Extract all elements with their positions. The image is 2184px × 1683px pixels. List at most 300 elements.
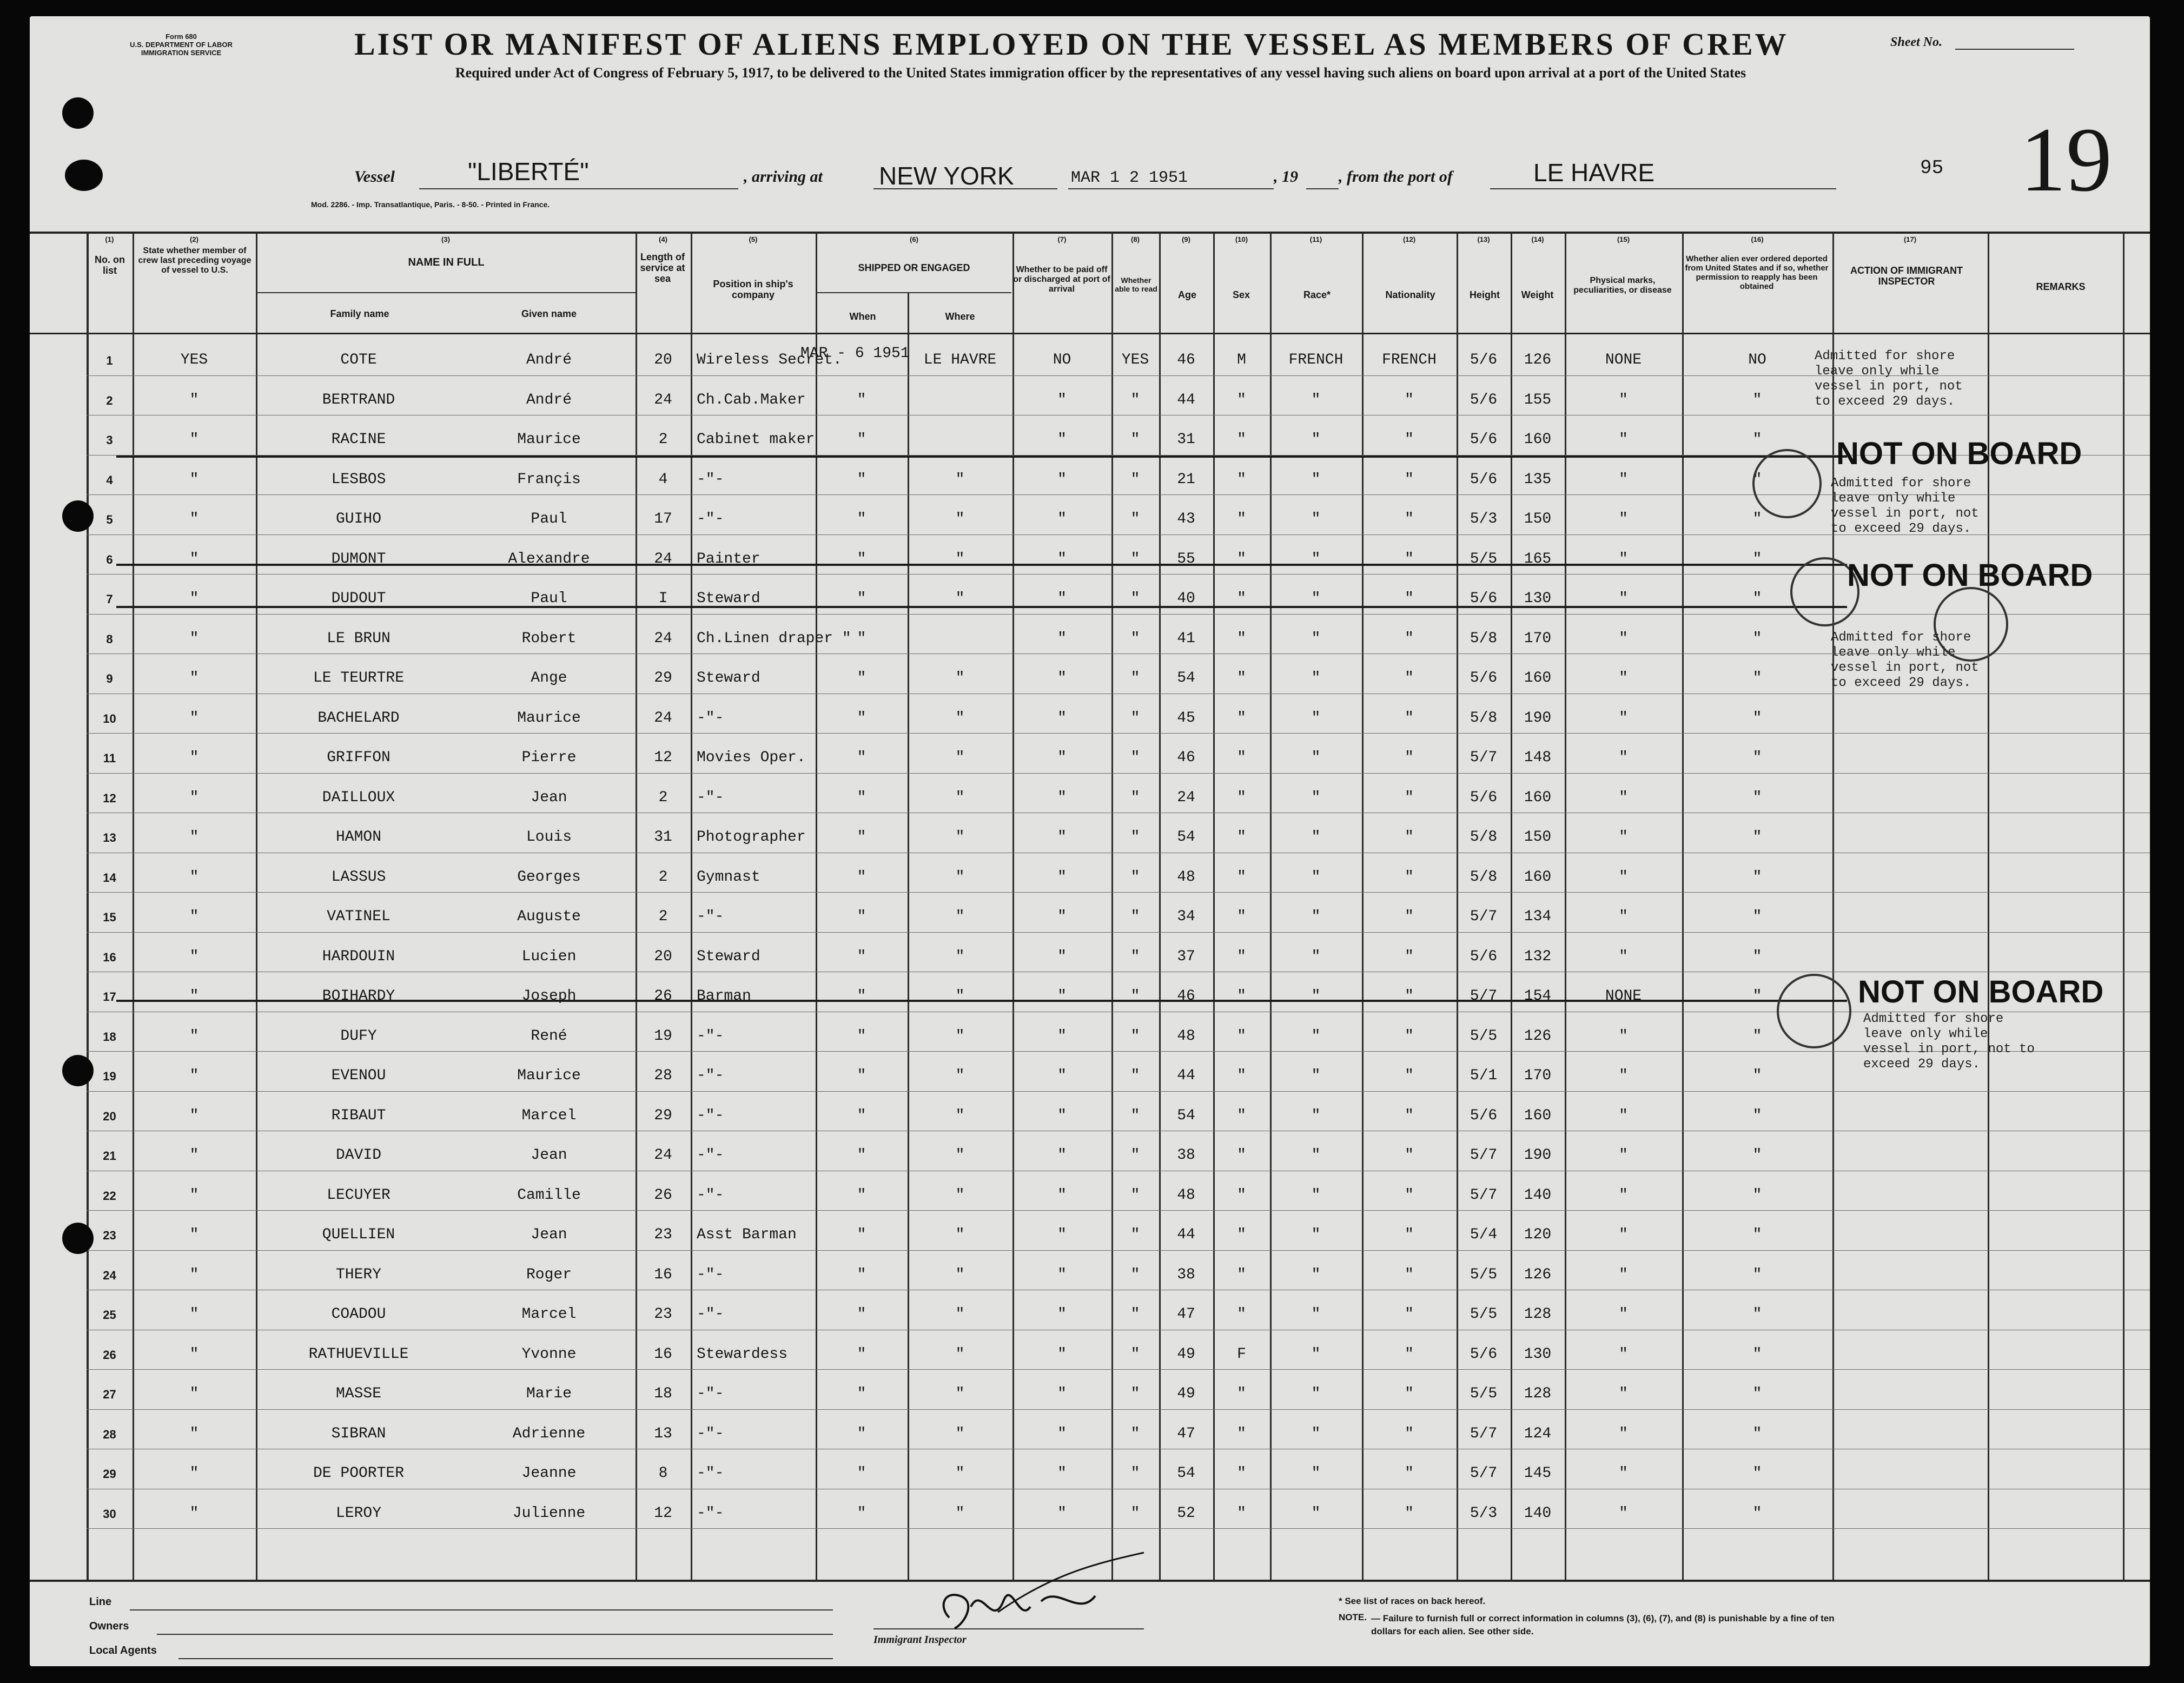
- cell-when: ": [857, 670, 866, 687]
- cell-age: 55: [1177, 550, 1195, 567]
- cell-weight: 190: [1524, 1147, 1552, 1164]
- cell-position: Ch.Cab.Maker: [697, 391, 806, 408]
- cell-age: 54: [1177, 670, 1195, 687]
- binder-hole: [62, 500, 94, 532]
- cell-when: ": [857, 1465, 866, 1482]
- cell-paid: ": [1057, 1345, 1067, 1363]
- cell-read: ": [1130, 1385, 1140, 1402]
- cell-service: 18: [654, 1385, 672, 1402]
- cell-position: -"-: [697, 1306, 724, 1323]
- cell-position: -"-: [697, 1465, 724, 1482]
- cell-service: 29: [654, 670, 672, 687]
- footnote-races: * See list of races on back hereof.: [1339, 1596, 1486, 1606]
- cell-given: Ange: [531, 670, 567, 687]
- cell-marks: ": [1619, 471, 1628, 488]
- cell-where: ": [955, 1027, 965, 1045]
- cell-marks: ": [1619, 1266, 1628, 1283]
- cell-no: 17: [103, 990, 116, 1004]
- cell-no: 4: [106, 473, 113, 487]
- cell-service: 24: [654, 391, 672, 408]
- column-number: (13): [1477, 235, 1490, 243]
- cell-sex: ": [1237, 749, 1246, 766]
- cell-given: Roger: [526, 1266, 572, 1283]
- col-header-service: Length of service at sea: [640, 252, 685, 284]
- cell-given: Jeanne: [521, 1465, 577, 1482]
- cell-given: Marie: [526, 1385, 572, 1402]
- cell-race: ": [1311, 749, 1321, 766]
- footer-owners-label: Owners: [89, 1620, 129, 1632]
- cell-height: 5/1: [1470, 1067, 1498, 1084]
- cell-weight: 120: [1524, 1226, 1552, 1243]
- cell-prev: ": [189, 908, 199, 925]
- cell-paid: ": [1057, 868, 1067, 886]
- cell-marks: ": [1619, 948, 1628, 965]
- cell-race: ": [1311, 829, 1321, 846]
- binder-hole: [65, 160, 103, 191]
- cell-deported: ": [1752, 1027, 1762, 1045]
- cell-when: ": [857, 868, 866, 886]
- cell-no: 2: [106, 393, 113, 407]
- cell-deported: ": [1752, 391, 1762, 408]
- cell-position: Steward: [697, 590, 760, 607]
- cell-read: ": [1130, 868, 1140, 886]
- column-number: (4): [659, 235, 667, 243]
- cell-family: DAVID: [335, 1147, 381, 1164]
- cell-weight: 170: [1524, 1067, 1552, 1084]
- cell-nat: ": [1405, 988, 1414, 1005]
- cell-race: ": [1311, 1226, 1321, 1243]
- cell-height: 5/3: [1470, 1504, 1498, 1522]
- cell-read: ": [1130, 471, 1140, 488]
- cell-paid: ": [1057, 1266, 1067, 1283]
- footer-owners-field: [157, 1634, 833, 1635]
- cell-given: Maurice: [517, 709, 581, 727]
- cell-sex: ": [1237, 1306, 1246, 1323]
- cell-service: 24: [654, 1147, 672, 1164]
- cell-when: ": [857, 1504, 866, 1522]
- cell-sex: ": [1237, 1147, 1246, 1164]
- cell-deported: ": [1752, 908, 1762, 925]
- cell-height: 5/6: [1470, 471, 1498, 488]
- cell-race: ": [1311, 1186, 1321, 1204]
- cell-deported: ": [1752, 550, 1762, 567]
- cell-sex: ": [1237, 630, 1246, 647]
- cell-weight: 130: [1524, 1345, 1552, 1363]
- cell-weight: 126: [1524, 352, 1552, 368]
- cell-read: ": [1130, 1226, 1140, 1243]
- cell-age: 47: [1177, 1306, 1195, 1323]
- cell-prev: ": [189, 1465, 199, 1482]
- cell-given: Jean: [531, 1147, 567, 1164]
- cell-height: 5/6: [1470, 391, 1498, 408]
- cell-race: ": [1311, 1306, 1321, 1323]
- cell-nat: ": [1405, 868, 1414, 886]
- cell-no: 3: [106, 433, 113, 447]
- cell-given: André: [526, 391, 572, 408]
- cell-weight: 132: [1524, 948, 1552, 965]
- sheet-no-label: Sheet No.: [1890, 35, 1942, 49]
- cell-read: ": [1130, 1027, 1140, 1045]
- from-underline: [1490, 188, 1836, 189]
- cell-given: Auguste: [517, 908, 581, 925]
- manifest-sheet: [30, 16, 2150, 1666]
- cell-weight: 155: [1524, 391, 1552, 408]
- cell-no: 27: [103, 1388, 116, 1401]
- cell-height: 5/8: [1470, 868, 1498, 886]
- cell-prev: ": [189, 391, 199, 408]
- cell-age: 43: [1177, 511, 1195, 527]
- column-number: (9): [1182, 235, 1190, 243]
- cell-sex: ": [1237, 1266, 1246, 1283]
- cell-family: RATHUEVILLE: [308, 1345, 409, 1363]
- cell-position: -"-: [697, 1147, 724, 1164]
- strike-line-row-17: [116, 1000, 1847, 1002]
- cell-prev: ": [189, 1266, 199, 1283]
- column-number: (1): [105, 235, 114, 243]
- cell-deported: ": [1752, 1266, 1762, 1283]
- cell-service: 23: [654, 1306, 672, 1323]
- cell-given: Jean: [531, 1226, 567, 1243]
- cell-when: ": [857, 1385, 866, 1402]
- cell-race: ": [1311, 511, 1321, 527]
- cell-deported: ": [1752, 789, 1762, 806]
- cell-read: ": [1130, 1186, 1140, 1204]
- immigration-seal-1: [1752, 449, 1822, 518]
- cell-race: ": [1311, 789, 1321, 806]
- cell-height: 5/8: [1470, 829, 1498, 846]
- cell-where: ": [955, 1266, 965, 1283]
- cell-weight: 140: [1524, 1186, 1552, 1204]
- cell-read: YES: [1121, 352, 1149, 368]
- cell-marks: ": [1619, 391, 1628, 408]
- cell-nat: ": [1405, 1425, 1414, 1442]
- cell-marks: ": [1619, 590, 1628, 607]
- cell-paid: ": [1057, 1027, 1067, 1045]
- cell-race: ": [1311, 431, 1321, 448]
- cell-nat: ": [1405, 709, 1414, 727]
- cell-family: DE POORTER: [313, 1465, 405, 1482]
- cell-prev: ": [189, 670, 199, 687]
- cell-no: 6: [106, 552, 113, 566]
- cell-position: Painter: [697, 550, 760, 567]
- cell-prev: ": [189, 789, 199, 806]
- column-number: (15): [1617, 235, 1630, 243]
- cell-marks: ": [1619, 709, 1628, 727]
- cell-age: 48: [1177, 868, 1195, 886]
- cell-where: ": [955, 1306, 965, 1323]
- cell-deported: ": [1752, 1107, 1762, 1124]
- header-bottom-rule: [30, 333, 2150, 334]
- cell-where: ": [955, 1226, 965, 1243]
- not-on-board-stamp-2: NOT ON BOARD: [1847, 558, 2093, 593]
- cell-no: 14: [103, 870, 116, 885]
- cell-deported: ": [1752, 431, 1762, 448]
- cell-given: Jean: [531, 789, 567, 806]
- table-row-rule: [87, 1210, 2150, 1211]
- cell-position: Asst Barman: [697, 1226, 797, 1243]
- cell-nat: ": [1405, 630, 1414, 647]
- cell-sex: ": [1237, 670, 1246, 687]
- cell-race: ": [1311, 1147, 1321, 1164]
- cell-sex: ": [1237, 908, 1246, 925]
- cell-no: 9: [106, 672, 113, 685]
- cell-when: ": [857, 511, 866, 527]
- cell-nat: ": [1405, 908, 1414, 925]
- cell-marks: ": [1619, 550, 1628, 567]
- cell-prev: ": [189, 550, 199, 567]
- cell-weight: 150: [1524, 511, 1552, 527]
- cell-height: 5/6: [1470, 431, 1498, 448]
- cell-weight: 126: [1524, 1266, 1552, 1283]
- form-id-block: [127, 32, 235, 57]
- cell-height: 5/6: [1470, 590, 1498, 607]
- cell-sex: ": [1237, 1385, 1246, 1402]
- cell-service: 16: [654, 1345, 672, 1363]
- cell-family: LECUYER: [327, 1186, 391, 1204]
- cell-family: BERTRAND: [322, 391, 395, 408]
- cell-height: 5/7: [1470, 988, 1498, 1005]
- cell-weight: 165: [1524, 550, 1552, 567]
- cell-deported: NO: [1748, 352, 1766, 368]
- cell-when: ": [857, 749, 866, 766]
- cell-where: ": [955, 511, 965, 527]
- cell-height: 5/5: [1470, 1306, 1498, 1323]
- year-label: , 19: [1274, 168, 1298, 186]
- cell-marks: NONE: [1605, 352, 1642, 368]
- cell-sex: M: [1237, 352, 1246, 368]
- col-header-family: Family name: [330, 308, 389, 319]
- cell-race: FRENCH: [1288, 352, 1344, 368]
- cell-position: Ch.Linen draper ": [697, 630, 851, 647]
- cell-age: 54: [1177, 1465, 1195, 1482]
- cell-service: 2: [658, 431, 668, 448]
- col-header-no: No. on list: [95, 254, 125, 276]
- cell-marks: ": [1619, 1107, 1628, 1124]
- cell-height: 5/7: [1470, 749, 1498, 766]
- cell-prev: ": [189, 630, 199, 647]
- cell-family: HARDOUIN: [322, 948, 395, 965]
- not-on-board-stamp-3: NOT ON BOARD: [1858, 974, 2104, 1009]
- cell-service: 16: [654, 1266, 672, 1283]
- printer-line: Mod. 2286. - Imp. Transatlantique, Paris. - 8-50. - Printed in France.: [311, 200, 550, 209]
- cell-nat: ": [1405, 789, 1414, 806]
- cell-family: MASSE: [335, 1385, 381, 1402]
- table-row-rule: [87, 892, 2150, 893]
- col-header-deported: Whether alien ever ordered deported from United States and if so, whether permission to reapply has been obtained: [1685, 254, 1829, 291]
- cell-position: Gymnast: [697, 868, 760, 886]
- cell-nat: ": [1405, 1306, 1414, 1323]
- footnote-penalty: — Failure to furnish full or correct information in columns (3), (6), (7), and (8) is punishable by a fine of ten dollars for each alien. See other side.: [1371, 1613, 1835, 1636]
- cell-service: 24: [654, 550, 672, 567]
- cell-prev: ": [189, 1186, 199, 1204]
- cell-marks: ": [1619, 1147, 1628, 1164]
- cell-paid: ": [1057, 789, 1067, 806]
- cell-sex: ": [1237, 1226, 1246, 1243]
- cell-age: 44: [1177, 1226, 1195, 1243]
- cell-nat: ": [1405, 471, 1414, 488]
- cell-nat: ": [1405, 1385, 1414, 1402]
- column-number: (11): [1309, 235, 1322, 243]
- cell-height: 5/5: [1470, 550, 1498, 567]
- cell-marks: NONE: [1605, 988, 1642, 1005]
- cell-no: 7: [106, 592, 113, 606]
- cell-where: ": [955, 1385, 965, 1402]
- col-header-race: Race*: [1303, 289, 1331, 300]
- cell-paid: ": [1057, 670, 1067, 687]
- cell-family: LE TEURTRE: [313, 670, 405, 687]
- cell-height: 5/3: [1470, 511, 1498, 527]
- cell-weight: 134: [1524, 908, 1552, 925]
- cell-where: ": [955, 868, 965, 886]
- cell-nat: ": [1405, 749, 1414, 766]
- cell-read: ": [1130, 590, 1140, 607]
- cell-no: 19: [103, 1070, 116, 1083]
- cell-weight: 160: [1524, 670, 1552, 687]
- cell-when: ": [857, 1107, 866, 1124]
- binder-hole: [62, 1223, 94, 1254]
- cell-where: ": [955, 1067, 965, 1084]
- cell-deported: ": [1752, 1147, 1762, 1164]
- cell-age: 31: [1177, 431, 1195, 448]
- footer-line-label: Line: [89, 1596, 112, 1608]
- cell-service: 4: [658, 471, 668, 488]
- cell-family: VATINEL: [327, 908, 391, 925]
- cell-service: 8: [658, 1465, 668, 1482]
- cell-weight: 190: [1524, 709, 1552, 727]
- column-number: (7): [1057, 235, 1067, 243]
- cell-marks: ": [1619, 1027, 1628, 1045]
- footer-agents-label: Local Agents: [89, 1645, 157, 1656]
- cell-sex: ": [1237, 1027, 1246, 1045]
- cell-race: ": [1311, 709, 1321, 727]
- cell-when: ": [857, 1067, 866, 1084]
- cell-weight: 160: [1524, 431, 1552, 448]
- required-notice: Required under Act of Congress of February 5, 1917, to be delivered to the United States immigration officer by the representatives of any vessel having such aliens on board upon arrival at a port of the United States: [455, 65, 1746, 81]
- cell-race: ": [1311, 908, 1321, 925]
- cell-height: 5/8: [1470, 630, 1498, 647]
- cell-weight: 140: [1524, 1504, 1552, 1522]
- cell-height: 5/8: [1470, 709, 1498, 727]
- cell-when: ": [857, 1425, 866, 1442]
- cell-race: ": [1311, 868, 1321, 886]
- cell-age: 37: [1177, 948, 1195, 965]
- cell-family: LE BRUN: [327, 630, 391, 647]
- cell-read: ": [1130, 630, 1140, 647]
- cell-family: QUELLIEN: [322, 1226, 395, 1243]
- cell-no: 30: [103, 1507, 116, 1521]
- cell-deported: ": [1752, 590, 1762, 607]
- cell-marks: ": [1619, 868, 1628, 886]
- year-underline: [1306, 188, 1339, 189]
- cell-given: Yvonne: [521, 1345, 577, 1363]
- cell-age: 34: [1177, 908, 1195, 925]
- col-header-height: Height: [1470, 289, 1500, 300]
- cell-height: 5/6: [1470, 948, 1498, 965]
- cell-paid: ": [1057, 511, 1067, 527]
- strike-line-row-7: [116, 606, 1847, 608]
- cell-sex: ": [1237, 829, 1246, 846]
- cell-deported: ": [1752, 670, 1762, 687]
- cell-race: ": [1311, 1385, 1321, 1402]
- cell-age: 40: [1177, 590, 1195, 607]
- grid-line: [1988, 233, 1989, 1580]
- cell-nat: ": [1405, 431, 1414, 448]
- cell-prev: ": [189, 511, 199, 527]
- cell-when: ": [857, 948, 866, 965]
- cell-weight: 150: [1524, 829, 1552, 846]
- cell-nat: ": [1405, 1067, 1414, 1084]
- cell-paid: ": [1057, 1186, 1067, 1204]
- cell-deported: ": [1752, 1186, 1762, 1204]
- cell-nat: FRENCH: [1382, 352, 1437, 368]
- cell-where: ": [955, 1107, 965, 1124]
- cell-paid: ": [1057, 471, 1067, 488]
- cell-family: GUIHO: [335, 511, 381, 527]
- cell-paid: ": [1057, 1107, 1067, 1124]
- cell-deported: ": [1752, 1465, 1762, 1482]
- cell-when: ": [857, 829, 866, 846]
- department-name: U.S. DEPARTMENT OF LABOR: [130, 41, 233, 49]
- cell-marks: ": [1619, 1425, 1628, 1442]
- cell-read: ": [1130, 1147, 1140, 1164]
- shipped-subheader-rule: [817, 292, 1011, 293]
- table-row-rule: [87, 773, 2150, 774]
- cell-deported: ": [1752, 868, 1762, 886]
- cell-position: -"-: [697, 1186, 724, 1204]
- cell-given: Françis: [517, 471, 581, 488]
- cell-no: 20: [103, 1109, 116, 1123]
- cell-read: ": [1130, 789, 1140, 806]
- cell-service: 19: [654, 1027, 672, 1045]
- not-on-board-stamp-1: NOT ON BOARD: [1836, 436, 2082, 471]
- column-number: (6): [910, 235, 918, 243]
- column-number: (2): [190, 235, 198, 243]
- cell-age: 24: [1177, 789, 1195, 806]
- cell-weight: 160: [1524, 868, 1552, 886]
- cell-paid: ": [1057, 1425, 1067, 1442]
- admitted-stamp-2: Admitted for shore leave only while vessel in port, not to exceed 29 days.: [1831, 476, 1979, 536]
- cell-deported: ": [1752, 471, 1762, 488]
- cell-where: ": [955, 1425, 965, 1442]
- cell-no: 12: [103, 791, 116, 805]
- cell-race: ": [1311, 1425, 1321, 1442]
- cell-service: 26: [654, 1186, 672, 1204]
- cell-family: RIBAUT: [331, 1107, 386, 1124]
- cell-no: 13: [103, 831, 116, 844]
- cell-age: 46: [1177, 352, 1195, 368]
- cell-no: 26: [103, 1348, 116, 1362]
- cell-given: Paul: [531, 590, 567, 607]
- col-header-when: When: [849, 311, 876, 322]
- cell-where: ": [955, 550, 965, 567]
- cell-sex: ": [1237, 988, 1246, 1005]
- cell-sex: ": [1237, 1425, 1246, 1442]
- cell-position: Cabinet maker: [697, 431, 815, 448]
- cell-paid: ": [1057, 1504, 1067, 1522]
- cell-sex: ": [1237, 1186, 1246, 1204]
- cell-prev: YES: [180, 352, 208, 368]
- column-number: (14): [1531, 235, 1544, 243]
- cell-service: 12: [654, 749, 672, 766]
- cell-nat: ": [1405, 590, 1414, 607]
- cell-read: ": [1130, 550, 1140, 567]
- cell-when: ": [857, 1186, 866, 1204]
- cell-marks: ": [1619, 630, 1628, 647]
- cell-paid: ": [1057, 1067, 1067, 1084]
- cell-read: ": [1130, 829, 1140, 846]
- cell-marks: ": [1619, 670, 1628, 687]
- cell-where: ": [955, 789, 965, 806]
